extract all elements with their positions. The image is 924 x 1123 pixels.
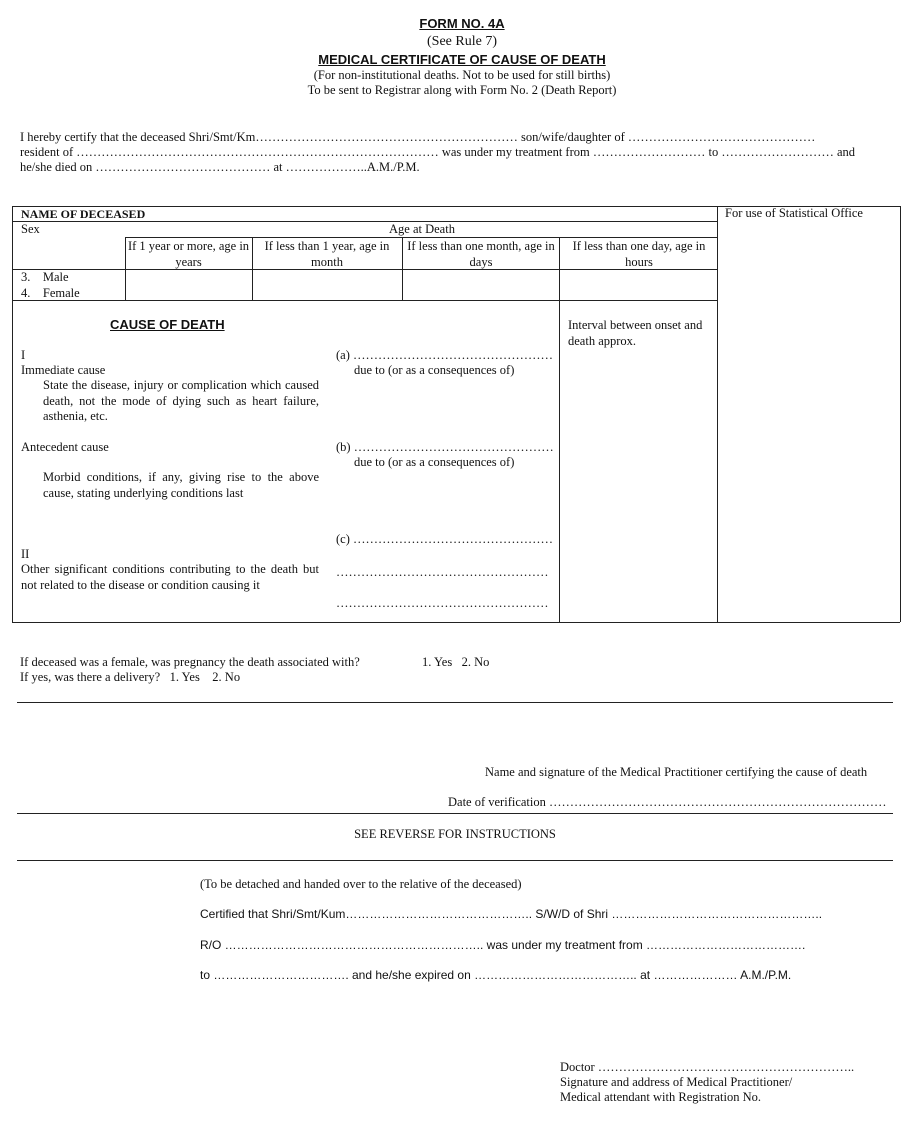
section-roman-1: I [21, 348, 26, 362]
sex-male-option: 3. Male [21, 270, 69, 284]
signature-address-label: Signature and address of Medical Practitioner/ [560, 1075, 793, 1089]
sex-label: Sex [21, 222, 40, 236]
pregnancy-question: If deceased was a female, was pregnancy the death associated with? [20, 655, 360, 669]
detach-expiry-line: to ……………………………. and he/she expired on ………………………………….. at ………………… A.M./P.M. [200, 968, 792, 982]
separator-1 [17, 702, 893, 703]
see-reverse-note: SEE REVERSE FOR INSTRUCTIONS [354, 827, 556, 841]
table-right-border [900, 206, 901, 622]
age-col-days: If less than one month, age in days [407, 239, 555, 269]
certify-line-2: resident of …………………………………………………………………………… was under my treatment from ……………………… to ……………………… and [20, 145, 855, 159]
certify-line-3: he/she died on …………………………………… at ………………..A.M./P.M. [20, 160, 420, 174]
cause-of-death-title: CAUSE OF DEATH [110, 317, 225, 332]
detach-residence-line: R/O ……………………………………………………….. was under my treatment from …………………………………. [200, 938, 806, 952]
name-of-deceased-label: NAME OF DECEASED [21, 207, 146, 221]
row-line-sex [12, 300, 717, 301]
age-col-years: If 1 year or more, age in years [127, 239, 250, 269]
date-of-verification: Date of verification ……………………………………………………………………… [448, 795, 887, 809]
stat-office-divider [717, 206, 718, 622]
table-bottom-border [12, 622, 900, 623]
other-conditions-label: Other significant conditions contributing to the death but not related to the disease or condition causing it [21, 562, 319, 592]
delivery-question: If yes, was there a delivery? 1. Yes 2. No [20, 670, 241, 684]
due-to-a: due to (or as a consequences of) [354, 363, 515, 377]
cause-line-a: (a) ………………………………………… [336, 348, 553, 362]
col-line-2 [252, 237, 253, 300]
certify-line-1: I hereby certify that the deceased Shri/Smt/Km……………………………………………………… son/wife/daughter of ……………………………………… [20, 130, 816, 144]
age-at-death-label: Age at Death [389, 222, 455, 236]
morbid-conditions-description: Morbid conditions, if any, giving rise to the above cause, stating underlying conditions last [43, 470, 319, 500]
header-note-1: (For non-institutional deaths. Not to be used for still births) [313, 68, 611, 82]
immediate-cause-description: State the disease, injury or complication which caused death, not the mode of dying such as heart failure, asthenia, etc. [43, 378, 319, 423]
other-conditions-line-2: …………………………………………… [336, 596, 549, 610]
age-col-months: If less than 1 year, age in month [264, 239, 390, 269]
pregnancy-options: 1. Yes 2. No [422, 655, 490, 669]
immediate-cause-label: Immediate cause [21, 363, 106, 377]
col-line-interval [559, 237, 560, 622]
stat-office-label: For use of Statistical Office [725, 206, 863, 220]
col-line-1 [125, 237, 126, 300]
form-number: FORM NO. 4A [419, 16, 505, 31]
form-title: MEDICAL CERTIFICATE OF CAUSE OF DEATH [318, 52, 606, 67]
practitioner-signature-label: Name and signature of the Medical Practitioner certifying the cause of death [485, 765, 868, 779]
separator-3 [17, 860, 893, 861]
rule-reference: (See Rule 7) [427, 34, 497, 49]
age-col-hours: If less than one day, age in hours [572, 239, 706, 269]
due-to-b: due to (or as a consequences of) [354, 455, 515, 469]
interval-label: Interval between onset and death approx. [568, 318, 703, 348]
doctor-line: Doctor …………………………………………………….. [560, 1060, 855, 1074]
separator-2 [17, 813, 893, 814]
cause-line-c: (c) ………………………………………… [336, 532, 553, 546]
section-roman-2: II [21, 547, 30, 561]
antecedent-cause-label: Antecedent cause [21, 440, 109, 454]
other-conditions-line-1: …………………………………………… [336, 565, 549, 579]
cause-line-b: (b) ………………………………………… [336, 440, 554, 454]
detach-certified-line: Certified that Shri/Smt/Kum……………………………………….. S/W/D of Shri …………………………………………….. [200, 907, 823, 921]
header-note-2: To be sent to Registrar along with Form No. 2 (Death Report) [307, 83, 617, 97]
sex-female-option: 4. Female [21, 286, 80, 300]
registration-label: Medical attendant with Registration No. [560, 1090, 761, 1104]
col-line-3 [402, 237, 403, 300]
detach-instruction: (To be detached and handed over to the relative of the deceased) [200, 877, 522, 891]
